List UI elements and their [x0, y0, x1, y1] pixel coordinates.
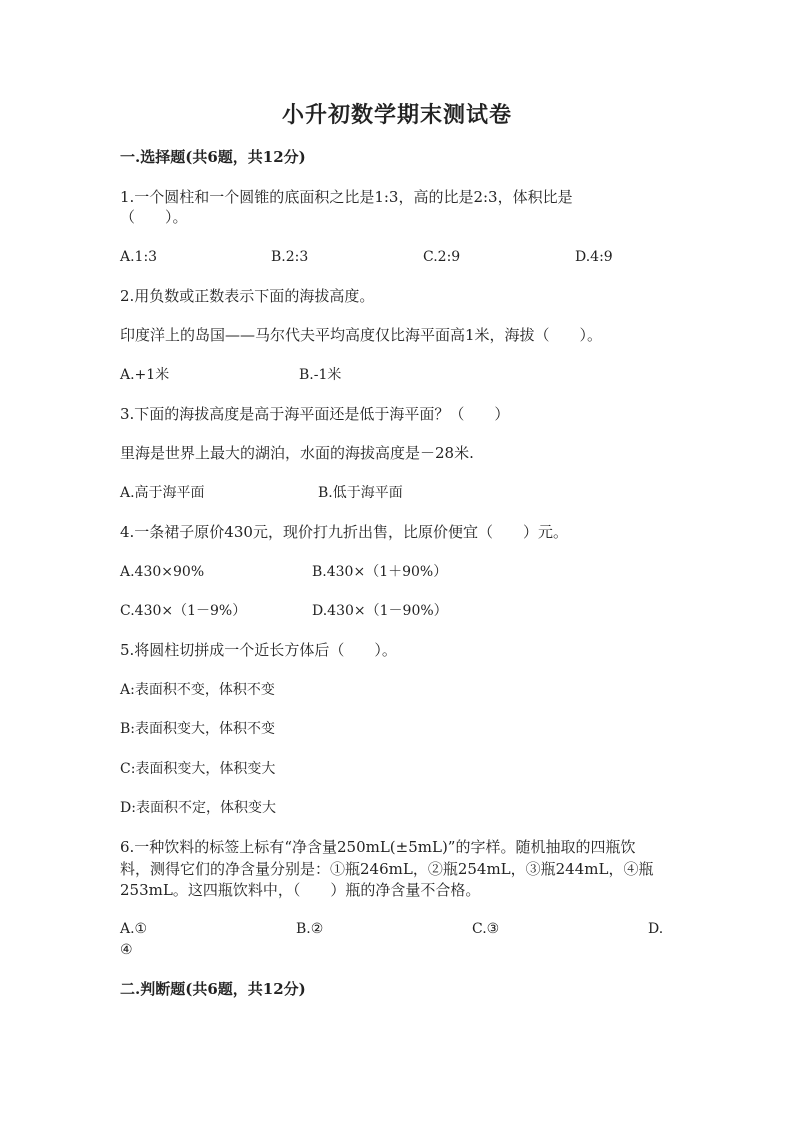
q4-option-a: A.430×90%: [120, 564, 205, 580]
q1-option-d: D.4:9: [575, 249, 613, 265]
q6-option-d-wrap: ④: [120, 942, 133, 958]
q1-option-a: A.1:3: [120, 249, 158, 265]
q2-option-a: A.+1米: [120, 367, 170, 383]
q1-option-b: B.2:3: [271, 249, 309, 265]
question-5-text: 5.将圆柱切拼成一个近长方体后（ ）。: [120, 641, 397, 659]
question-1-text: 1.一个圆柱和一个圆锥的底面积之比是1:3，高的比是2:3，体积比是: [120, 188, 573, 206]
question-6-text: 6.一种饮料的标签上标有“净含量250mL(±5mL)”的字样。随机抽取的四瓶饮: [120, 838, 636, 856]
question-4-text: 4.一条裙子原价430元，现价打九折出售，比原价便宜（ ）元。: [120, 523, 568, 541]
q4-option-b: B.430×（1＋90%）: [312, 564, 448, 580]
q6-option-d: D.: [648, 921, 664, 937]
question-6-text-cont: 料，测得它们的净含量分别是：①瓶246mL，②瓶254mL，③瓶244mL，④瓶: [120, 860, 654, 878]
section-heading-judgment: 二.判断题(共6题，共12分): [120, 980, 306, 998]
q3-option-b: B.低于海平面: [318, 485, 403, 501]
q5-option-a: A:表面积不变，体积不变: [120, 682, 275, 698]
q4-option-d: D.430×（1－90%）: [312, 603, 448, 619]
question-3-context: 里海是世界上最大的湖泊，水面的海拔高度是－28米.: [120, 444, 474, 462]
q2-option-b: B.-1米: [299, 367, 342, 383]
question-2-text: 2.用负数或正数表示下面的海拔高度。: [120, 287, 375, 305]
q1-option-c: C.2:9: [423, 249, 461, 265]
q6-option-a: A.①: [120, 921, 148, 937]
q5-option-b: B:表面积变大，体积不变: [120, 721, 276, 737]
section-heading-choice: 一.选择题(共6题，共12分): [120, 148, 306, 166]
q4-option-c: C.430×（1－9%）: [120, 603, 247, 619]
question-2-context: 印度洋上的岛国——马尔代夫平均高度仅比海平面高1米，海拔（ ）。: [120, 326, 603, 344]
question-3-text: 3.下面的海拔高度是高于海平面还是低于海平面？（ ）: [120, 405, 510, 423]
page-title: 小升初数学期末测试卷: [281, 102, 512, 128]
q6-option-b: B.②: [296, 921, 324, 937]
q6-option-c: C.③: [472, 921, 500, 937]
q3-option-a: A.高于海平面: [120, 485, 205, 501]
question-6-text-cont2: 253mL。这四瓶饮料中，（ ）瓶的净含量不合格。: [120, 881, 481, 899]
q5-option-d: D:表面积不定，体积变大: [120, 800, 276, 816]
question-1-text-cont: （ ）。: [120, 208, 188, 226]
q5-option-c: C:表面积变大，体积变大: [120, 761, 276, 777]
